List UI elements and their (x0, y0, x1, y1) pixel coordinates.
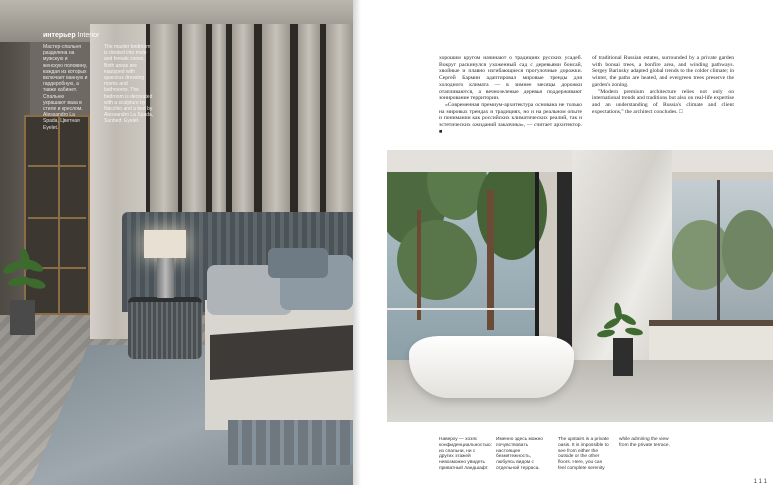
nightstand (128, 297, 202, 359)
photo-caption: Наверху — хозяс конфиденциальностью: из спальни, ни с других этажей невозможно увидеть приватный ландшафт. (439, 437, 492, 471)
window-view (672, 180, 773, 330)
wall-panel (212, 24, 226, 212)
right-page (361, 0, 773, 485)
paragraph: хорошим кругом начинают о традициях русских усадеб. Вокруг раскинулся ухоженный сад с деревьями бонсай, хвойные и плавно изгибающиеся прогулочные дорожки. Сергей Бармин адаптировал мировые тренды для холодного климата — в зимнее месяцы дорожки отапливаются, а вечнозеленые деревья поддерживают зонирование территории. (439, 55, 582, 102)
photo-caption: The upstairs is a private oasis. It is impossible to see from either the outside or the other floors. Here, you can feel complete serenity (558, 437, 609, 471)
lamp-base (157, 258, 174, 298)
pillow (268, 248, 328, 278)
bathtub (409, 336, 574, 398)
terrace-rail (387, 308, 537, 310)
plant-pot (613, 338, 633, 376)
plant-pot (10, 300, 35, 335)
wall-panel (262, 24, 290, 212)
photo-caption-ru: Мастер-спальня разделена на мужскую и женскую половину, каждая из которых включает ванную и гардеробную, а также кабинет. Спальню украшают ваза в стиле и креслом. Alessandro La Spada, Цветная Eyelet. (43, 44, 88, 131)
wall-panel (326, 24, 353, 212)
body-text-ru (439, 55, 582, 135)
photo-caption: Именно здесь можно почувствовать настоящее безмятежность, любуясь видом с отдельной терраса. (496, 437, 543, 471)
body-text-en (592, 55, 734, 115)
wall-panel (150, 24, 178, 212)
bathroom-photo (387, 150, 773, 422)
spine-gutter (353, 0, 361, 485)
paragraph: «Современная премиум-архитектура основана не только на мировых трендах и традициях, но и на реальном опыте и понимании как российских климатических реалий, так и эстетических ожиданий заказчика», — считает архитектор. ■ (439, 101, 582, 135)
paragraph: of traditional Russian estates, surrounded by a private garden with bonsai trees, a bonfire area, and winding pathways. Sergey Barinsky adapted global trends to the colder climate; in winter, the paths are heated, and evergreen trees preserve the garden's zoning. (592, 55, 734, 88)
wall-panel (232, 24, 254, 212)
section-label-en: Interior (77, 32, 100, 39)
section-label-ru: интерьер (43, 32, 76, 39)
page-number: 1 1 1 (753, 479, 767, 485)
window-frame (557, 160, 572, 360)
left-page-photo (0, 0, 353, 485)
wall-panel (182, 24, 206, 212)
wall-panel (298, 24, 320, 212)
window-view (387, 150, 537, 360)
window-frame (717, 180, 720, 330)
photo-caption-en: The master bedroom is divided into male and female zones. Both areas are equipped with spacious dressing rooms and bathrooms. The bedroom is decorated with a sculpture by Nacchio and a bed by Alessandro La Spada, Sunbed: Eyelet. (104, 44, 154, 125)
lamp-shade (144, 230, 186, 258)
window-frame (535, 150, 539, 360)
bed-base (228, 420, 353, 465)
photo-caption: while admiring the view from the private terrace. (619, 437, 670, 448)
paragraph: "Modern premium architecture relies not only on international trends and traditions but also on real-life expertise and an understanding of Russia's climate and client expectations," the architect concludes. □ (592, 88, 734, 115)
section-label (43, 32, 99, 39)
vanity (649, 320, 773, 360)
